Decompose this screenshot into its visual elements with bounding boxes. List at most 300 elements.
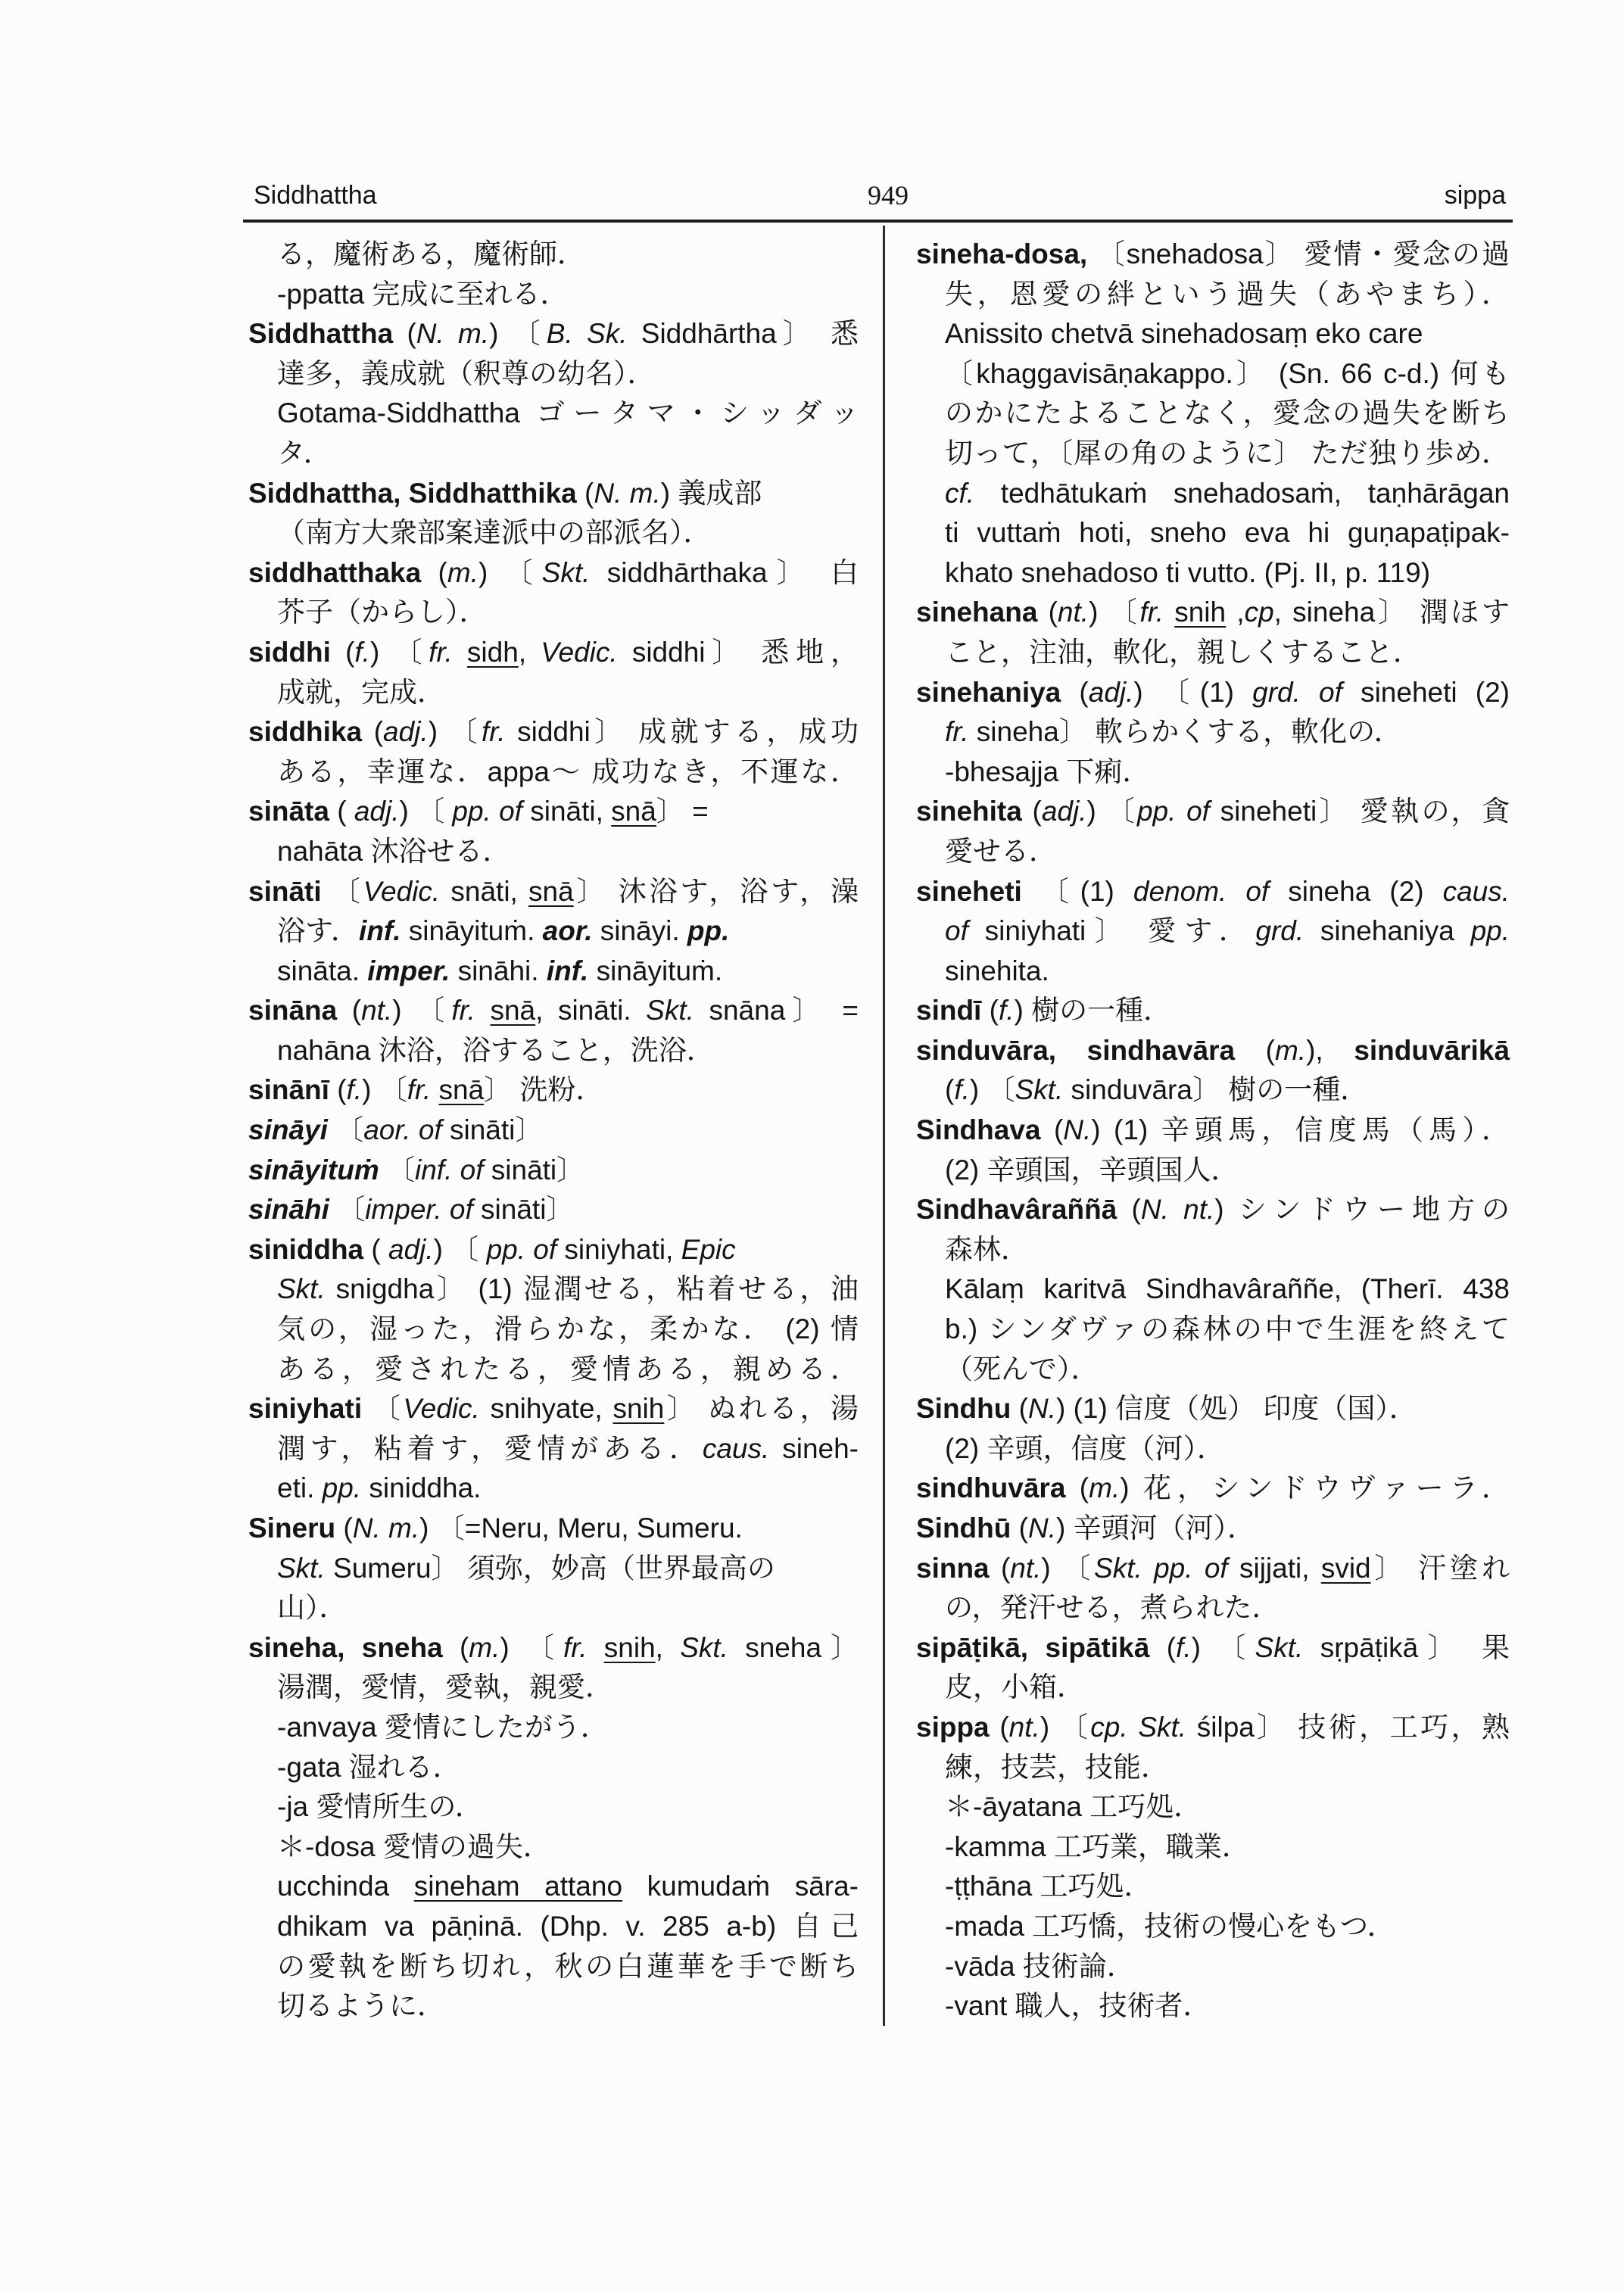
headword: Sineru bbox=[248, 1513, 336, 1544]
gloss-text: ( bbox=[335, 1513, 353, 1544]
grammar-label: N. bbox=[1027, 1513, 1056, 1544]
gloss-text: 芥子（からし）． bbox=[277, 597, 488, 628]
gloss-text: sinehaniya bbox=[1304, 915, 1471, 947]
grammar-label: m. bbox=[1089, 1472, 1121, 1504]
continuation-line bbox=[248, 434, 859, 474]
continuation-line bbox=[916, 633, 1510, 673]
continuation-line bbox=[916, 474, 1510, 514]
continuation-line bbox=[916, 752, 1510, 793]
gloss-text: siniyhati〕 愛す． bbox=[968, 915, 1256, 947]
grammar-label: pp. of bbox=[486, 1233, 557, 1265]
continuation-line bbox=[248, 1350, 859, 1390]
line-text bbox=[916, 1031, 1510, 1071]
right-column bbox=[916, 235, 1510, 2027]
grammar-label: N. m. bbox=[594, 477, 661, 509]
gloss-text: 気の，湿った，滑らかな，柔かな． (2) 情 bbox=[277, 1313, 859, 1345]
line-text bbox=[277, 1947, 859, 1987]
root-word: snā bbox=[611, 796, 656, 827]
grammar-label: Vedic. bbox=[363, 875, 441, 907]
continuation-line bbox=[916, 1310, 1510, 1350]
grammar-label: cf. bbox=[945, 477, 975, 509]
headword: sineha, sneha bbox=[248, 1631, 443, 1663]
line-text bbox=[248, 712, 859, 752]
headword-italic: imper. bbox=[367, 955, 450, 986]
headword-italic: sināyi bbox=[248, 1114, 328, 1146]
gloss-text: ) 〔 bbox=[399, 796, 453, 827]
gloss-text: b.) シンダヴァの森林の中で生涯を終えて bbox=[945, 1313, 1510, 1345]
continuation-line bbox=[248, 1429, 859, 1469]
line-text bbox=[945, 1350, 1099, 1390]
gloss-text: ( bbox=[1061, 676, 1089, 708]
header-left-guideword: Siddhattha bbox=[254, 181, 377, 210]
entry-line bbox=[248, 712, 859, 752]
entry-line bbox=[248, 1070, 859, 1111]
gloss-text: ) 〔 bbox=[433, 1233, 487, 1265]
grammar-label: N. m. bbox=[352, 1513, 420, 1544]
gloss-text: ucchinda bbox=[277, 1871, 414, 1902]
line-text bbox=[277, 513, 712, 553]
gloss-text: sineheti〕 愛執の，貪 bbox=[1209, 796, 1510, 827]
gloss-text: 〕 汗塗れ bbox=[1370, 1552, 1510, 1584]
line-text bbox=[277, 673, 445, 713]
gloss-text: ( bbox=[442, 1631, 469, 1663]
headword-italic: sināyituṁ bbox=[248, 1154, 379, 1185]
line-text bbox=[945, 752, 1150, 793]
continuation-line bbox=[916, 275, 1510, 315]
grammar-label: fr. bbox=[429, 636, 453, 668]
entry-line bbox=[916, 1111, 1510, 1151]
continuation-line bbox=[916, 1947, 1510, 1987]
line-text bbox=[277, 911, 729, 952]
gloss-text: sineha〕 軟らかくする，軟化の． bbox=[968, 716, 1402, 748]
continuation-line bbox=[248, 673, 859, 713]
entry-line bbox=[916, 1031, 1510, 1071]
headword: Sindhū bbox=[916, 1513, 1011, 1544]
line-text bbox=[916, 235, 1510, 275]
entry-line bbox=[916, 235, 1510, 275]
gloss-text: 森林． bbox=[945, 1233, 1029, 1265]
gloss-text: snigdha〕 (1) 湿潤せる，粘着せる，油 bbox=[325, 1273, 859, 1305]
headword: sipāṭikā, sipātikā bbox=[916, 1631, 1150, 1663]
gloss-text: , bbox=[1226, 597, 1245, 628]
root-word: snih bbox=[1174, 597, 1227, 628]
line-text bbox=[277, 235, 585, 275]
headword: Siddhattha bbox=[248, 318, 394, 350]
grammar-label: B. Sk. bbox=[546, 318, 628, 350]
gloss-text: 練，技芸，技能． bbox=[945, 1751, 1169, 1783]
line-text bbox=[916, 1509, 1255, 1549]
grammar-label: Skt. bbox=[646, 995, 694, 1027]
gloss-text: ) 〔 bbox=[1089, 597, 1140, 628]
continuation-line bbox=[248, 513, 859, 553]
entry-line bbox=[248, 991, 859, 1031]
gloss-text: ( bbox=[1117, 1194, 1141, 1226]
entry-line bbox=[248, 792, 859, 832]
root-word: svid bbox=[1320, 1552, 1371, 1584]
continuation-line bbox=[916, 1867, 1510, 1907]
continuation-line bbox=[248, 832, 859, 872]
line-text bbox=[916, 991, 1171, 1031]
gloss-text: ( bbox=[989, 1552, 1011, 1584]
gloss-text: ＊-dosa 愛情の過失． bbox=[277, 1830, 551, 1862]
grammar-label: caus. bbox=[1442, 875, 1510, 907]
line-text bbox=[916, 1628, 1510, 1668]
grammar-label: adj. bbox=[1041, 796, 1087, 827]
headword: Siddhattha, Siddhatthika bbox=[248, 477, 577, 509]
grammar-label: f. bbox=[998, 995, 1015, 1027]
line-text bbox=[945, 513, 1510, 553]
gloss-text: nahāta 沐浴せる． bbox=[277, 835, 511, 867]
gloss-text: , bbox=[518, 636, 541, 668]
headword: sinānī bbox=[248, 1074, 329, 1106]
gloss-text: ) 義成部 bbox=[660, 477, 762, 509]
line-text bbox=[945, 553, 1430, 594]
line-text bbox=[916, 1389, 1417, 1429]
gloss-text: ＊-āyatana 工巧処． bbox=[945, 1791, 1202, 1823]
gloss-text: sināyituṁ. bbox=[401, 915, 543, 947]
gloss-text: Siddhārtha〕 悉 bbox=[627, 318, 859, 350]
entry-line bbox=[916, 1708, 1510, 1748]
headword: sippa bbox=[916, 1711, 990, 1743]
headword: sindī bbox=[916, 995, 982, 1027]
line-text bbox=[248, 1111, 543, 1151]
continuation-line bbox=[248, 1310, 859, 1350]
headword: sinna bbox=[916, 1552, 990, 1584]
line-text bbox=[916, 872, 1510, 912]
gloss-text: ( bbox=[1021, 796, 1042, 827]
gloss-text: (2) 辛頭，信度（河）． bbox=[945, 1432, 1225, 1464]
gloss-text: sināyi. bbox=[592, 915, 687, 947]
gloss-text: -vant 職人，技術者． bbox=[945, 1990, 1211, 2022]
continuation-line bbox=[248, 1947, 859, 1987]
gloss-text: ( bbox=[1149, 1631, 1177, 1663]
entry-line bbox=[916, 1190, 1510, 1230]
gloss-text: śilpa〕 技術，工巧，熟 bbox=[1186, 1711, 1510, 1743]
gloss-text: ( bbox=[981, 995, 999, 1027]
line-text bbox=[248, 1070, 603, 1111]
gloss-text: 浴す． bbox=[277, 915, 360, 947]
line-text bbox=[945, 911, 1510, 952]
line-text bbox=[945, 394, 1510, 434]
continuation-line bbox=[916, 952, 1510, 992]
grammar-label: Skt. bbox=[680, 1631, 728, 1663]
gloss-text: 〕 沐浴す，浴す，澡 bbox=[573, 875, 859, 907]
grammar-label: Epic bbox=[681, 1233, 736, 1265]
line-text bbox=[945, 1947, 1135, 1987]
gloss-text: -kamma 工巧業，職業． bbox=[945, 1830, 1250, 1862]
line-text bbox=[945, 275, 1510, 315]
header-right-guideword: sippa bbox=[1444, 181, 1506, 210]
gloss-text: sināyituṁ. bbox=[588, 955, 723, 986]
gloss-text: sṛpāṭikā〕 果 bbox=[1303, 1631, 1510, 1663]
entry-line bbox=[248, 633, 859, 673]
entry-line bbox=[916, 1389, 1510, 1429]
gloss-text: ) 〔 bbox=[969, 1074, 1015, 1106]
gloss-text: ( bbox=[1235, 1034, 1275, 1066]
gloss-text: （南方大衆部案達派中の部派名）． bbox=[277, 517, 712, 549]
header-rule bbox=[243, 220, 1513, 223]
gloss-text: siddhārthaka〕 白 bbox=[590, 556, 859, 588]
gloss-text: sinduvāra〕 樹の一種． bbox=[1063, 1074, 1369, 1106]
gloss-text: ) 〔 bbox=[1041, 1552, 1095, 1584]
gloss-text: 〔 bbox=[379, 1154, 415, 1185]
gloss-text: 〔khaggavisāṇakappo.〕 (Sn. 66 c-d.) 何も bbox=[945, 357, 1510, 389]
gloss-text: -bhesajja 下痢． bbox=[945, 756, 1151, 787]
gloss-text: 〕 ぬれる，湯 bbox=[664, 1393, 859, 1425]
gloss-text: ある，幸運な．appa～ 成功なき，不運な． bbox=[277, 756, 859, 787]
line-text bbox=[945, 1230, 1029, 1270]
line-text bbox=[945, 1270, 1510, 1310]
continuation-line bbox=[248, 1787, 859, 1827]
gloss-text: 失，恩愛の絆という過失（あやまち）． bbox=[945, 278, 1510, 310]
line-text bbox=[945, 1310, 1510, 1350]
gloss-text: nahāna 沐浴，浴すること，洗浴． bbox=[277, 1034, 715, 1066]
continuation-line bbox=[248, 1827, 859, 1868]
gloss-text: , sināti. bbox=[535, 995, 647, 1027]
gloss-text: 〕 洗粉． bbox=[484, 1074, 604, 1106]
line-text bbox=[248, 991, 859, 1031]
entry-line bbox=[248, 1628, 859, 1668]
line-text bbox=[277, 952, 722, 992]
grammar-label: fr. bbox=[1139, 597, 1164, 628]
line-text bbox=[945, 1986, 1211, 2027]
gloss-text: ( bbox=[1011, 1393, 1028, 1425]
gloss-text: -ja 愛情所生の． bbox=[277, 1791, 483, 1823]
gloss-text: sināti〕 bbox=[441, 1114, 544, 1146]
continuation-line bbox=[248, 952, 859, 992]
grammar-label: Skt. bbox=[1015, 1074, 1064, 1106]
column-divider bbox=[883, 226, 885, 2026]
line-text bbox=[248, 1509, 743, 1549]
line-text bbox=[277, 1469, 481, 1509]
gloss-text: 〔snehadosa〕 愛情・愛念の過 bbox=[1087, 238, 1510, 269]
line-text bbox=[248, 1151, 584, 1191]
continuation-line bbox=[916, 1270, 1510, 1310]
gloss-text: タ． bbox=[277, 437, 332, 469]
gloss-text: こと，注油，軟化，親しくすること． bbox=[945, 636, 1421, 668]
gloss-text: ( bbox=[421, 556, 447, 588]
gloss-text bbox=[1164, 597, 1174, 628]
running-header bbox=[243, 177, 1512, 213]
gloss-text: ) (1) 辛頭馬，信度馬（馬）． bbox=[1091, 1114, 1510, 1146]
grammar-label: f. bbox=[354, 636, 370, 668]
headword: siniddha bbox=[248, 1233, 364, 1265]
line-text bbox=[248, 553, 859, 594]
gloss-text: siddhi〕 成就する，成功 bbox=[505, 716, 859, 748]
line-text bbox=[945, 1070, 1368, 1111]
line-text bbox=[945, 434, 1510, 474]
line-text bbox=[916, 1708, 1510, 1748]
line-text bbox=[248, 1190, 574, 1230]
gloss-text: ( bbox=[330, 636, 355, 668]
gloss-text: ( bbox=[363, 1233, 389, 1265]
line-text bbox=[277, 1787, 483, 1827]
continuation-line bbox=[916, 1151, 1510, 1191]
grammar-label: cp bbox=[1244, 597, 1274, 628]
gloss-text: 湯潤，愛情，愛執，親愛． bbox=[277, 1671, 613, 1703]
gloss-text: eti. bbox=[277, 1472, 323, 1504]
gloss-text: ) 〔 bbox=[1086, 796, 1137, 827]
gloss-text: ( bbox=[362, 716, 384, 748]
line-text bbox=[945, 712, 1402, 752]
grammar-label: nt. bbox=[361, 995, 393, 1027]
line-text bbox=[277, 1708, 609, 1748]
continuation-line bbox=[916, 911, 1510, 952]
gloss-text: ) 辛頭河（河）． bbox=[1055, 1513, 1256, 1544]
root-word: snā bbox=[490, 995, 536, 1027]
continuation-line bbox=[916, 1986, 1510, 2027]
gloss-text: Sumeru〕 須弥，妙高（世界最高の bbox=[325, 1552, 775, 1584]
headword-italic: inf. bbox=[359, 915, 401, 947]
grammar-label: nt. bbox=[1057, 597, 1089, 628]
line-text bbox=[945, 1588, 1280, 1628]
line-text bbox=[945, 1429, 1225, 1469]
gloss-text: 切って，〔犀の角のように〕 ただ独り歩め． bbox=[945, 437, 1510, 469]
gloss-text: -mada 工巧憍，技術の慢心をもつ． bbox=[945, 1910, 1395, 1942]
continuation-line bbox=[916, 712, 1510, 752]
gloss-text: ( bbox=[1037, 597, 1058, 628]
headword: sināna bbox=[248, 995, 338, 1027]
left-column bbox=[248, 235, 859, 2027]
grammar-label: fr. bbox=[407, 1074, 432, 1106]
line-text bbox=[277, 1827, 551, 1868]
gloss-text: -gata 湿れる． bbox=[277, 1751, 461, 1783]
gloss-text: ) 〔 bbox=[478, 556, 542, 588]
gloss-text bbox=[453, 637, 467, 668]
grammar-label: N. m. bbox=[416, 318, 490, 350]
gloss-text: kumudaṁ sāra- bbox=[622, 1871, 859, 1902]
gloss-text: ) 樹の一種． bbox=[1014, 995, 1172, 1027]
gloss-text: 山）． bbox=[277, 1592, 348, 1624]
continuation-line bbox=[248, 1588, 859, 1628]
gloss-text: Anissito chetvā sinehadosaṃ eko care bbox=[945, 318, 1423, 350]
headword: sinehita bbox=[916, 796, 1022, 827]
headword: sindhuvāra bbox=[916, 1472, 1066, 1504]
grammar-label: adj. bbox=[388, 1233, 434, 1265]
line-text bbox=[945, 314, 1423, 354]
entry-line bbox=[916, 593, 1510, 633]
gloss-text: sineh- bbox=[769, 1432, 859, 1464]
headword: sinehaniya bbox=[916, 676, 1061, 708]
continuation-line bbox=[248, 911, 859, 952]
continuation-line bbox=[248, 1549, 859, 1589]
grammar-label: of bbox=[945, 915, 968, 947]
headword: sinduvāra, sindhavāra bbox=[916, 1034, 1236, 1066]
gloss-text: ( bbox=[1011, 1513, 1028, 1544]
grammar-label: adj. bbox=[383, 716, 429, 748]
grammar-label: Skt. bbox=[277, 1552, 326, 1584]
grammar-label: N. nt. bbox=[1140, 1194, 1215, 1226]
gloss-text: sināti〕 bbox=[472, 1194, 575, 1226]
gloss-text: 〕 = bbox=[656, 796, 709, 827]
line-text bbox=[277, 1748, 461, 1788]
entry-line bbox=[916, 1469, 1510, 1509]
line-text bbox=[277, 1549, 775, 1589]
gloss-text: ) 〔 bbox=[489, 318, 547, 350]
gloss-text: ( bbox=[576, 477, 594, 509]
root-word: snā bbox=[438, 1074, 485, 1106]
grammar-label: fr. bbox=[451, 995, 475, 1027]
line-text bbox=[248, 792, 709, 832]
gloss-text: ) 〔 bbox=[428, 716, 482, 748]
entry-line bbox=[248, 1509, 859, 1549]
entry-line bbox=[248, 474, 859, 514]
headword-italic: aor. bbox=[542, 915, 593, 947]
continuation-line bbox=[248, 593, 859, 633]
grammar-label: pp. bbox=[1470, 915, 1510, 947]
line-text bbox=[916, 1190, 1510, 1230]
gloss-text: ) 〔 bbox=[1040, 1711, 1091, 1743]
line-text bbox=[277, 1270, 859, 1310]
gloss-text bbox=[431, 1074, 438, 1105]
grammar-label: pp. bbox=[322, 1472, 362, 1504]
line-text bbox=[916, 673, 1510, 713]
headword: Sindhavâraññā bbox=[916, 1194, 1117, 1226]
gloss-text: khato snehadoso ti vutto. (Pj. II, p. 119) bbox=[945, 556, 1431, 588]
line-text bbox=[945, 1748, 1169, 1788]
gloss-text: ( bbox=[945, 1074, 955, 1106]
grammar-label: nt. bbox=[1010, 1552, 1042, 1584]
grammar-label: Skt. bbox=[277, 1273, 326, 1305]
grammar-label: denom. of bbox=[1133, 875, 1270, 907]
entry-line bbox=[248, 1190, 859, 1230]
line-text bbox=[248, 474, 762, 514]
grammar-label: nt. bbox=[1008, 1711, 1040, 1743]
headword: siddhatthaka bbox=[248, 556, 422, 588]
grammar-label: caus. bbox=[702, 1432, 770, 1464]
gloss-text: ) 〔 bbox=[500, 1631, 563, 1663]
grammar-label: adj. bbox=[1088, 676, 1134, 708]
entry-line bbox=[248, 1111, 859, 1151]
gloss-text: 〔 bbox=[321, 875, 363, 907]
line-text bbox=[277, 832, 510, 872]
gloss-text: -ppatta 完成に至れる． bbox=[277, 278, 569, 310]
gloss-text: 達多，義成就（釈尊の幼名）． bbox=[277, 357, 656, 389]
headword: Sindhava bbox=[916, 1114, 1041, 1146]
line-text bbox=[945, 1668, 1085, 1708]
grammar-label: grd. bbox=[1255, 915, 1304, 947]
line-text bbox=[916, 1549, 1510, 1589]
grammar-label: Skt. bbox=[541, 556, 591, 588]
continuation-line bbox=[248, 1986, 859, 2027]
continuation-line bbox=[248, 1867, 859, 1907]
root-word: sidh bbox=[466, 636, 519, 668]
root-word: snih bbox=[603, 1631, 656, 1663]
gloss-text: sineha (2) bbox=[1269, 875, 1443, 907]
headword: Sindhu bbox=[916, 1393, 1011, 1425]
gloss-text: -anvaya 愛情にしたがう． bbox=[277, 1711, 609, 1743]
grammar-label: Skt. pp. of bbox=[1094, 1552, 1228, 1584]
gloss-text: ( bbox=[1065, 1472, 1089, 1504]
gloss-text: ) シンドウー地方の bbox=[1214, 1194, 1510, 1226]
continuation-line bbox=[916, 314, 1510, 354]
entry-line bbox=[248, 553, 859, 594]
gloss-text: siddhi〕 悉地， bbox=[617, 636, 859, 668]
continuation-line bbox=[916, 1907, 1510, 1947]
entry-line bbox=[916, 872, 1510, 912]
grammar-label: Vedic. bbox=[541, 636, 618, 668]
gloss-text: 〔 bbox=[329, 1194, 366, 1226]
line-text bbox=[248, 1628, 859, 1668]
line-text bbox=[277, 1907, 859, 1947]
line-text bbox=[945, 1827, 1250, 1868]
gloss-text: , bbox=[655, 1631, 681, 1663]
continuation-line bbox=[248, 235, 859, 275]
gloss-text: ) 〔=Neru, Meru, Sumeru. bbox=[419, 1513, 743, 1544]
entry-line bbox=[916, 673, 1510, 713]
entry-line bbox=[916, 991, 1510, 1031]
gloss-text: sneha〕 bbox=[728, 1631, 859, 1663]
